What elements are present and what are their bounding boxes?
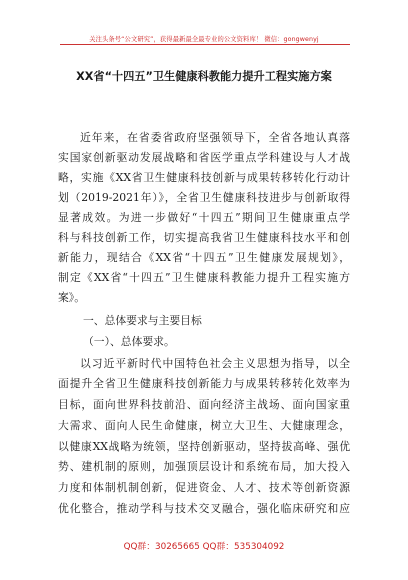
body-line: 制定《XX省“十四五”卫生健康科教能力提升工程实施方 [58,271,350,284]
body-line: 目标，面向世界科技前沿、面向经济主战场、面向国家重 [58,398,350,411]
subsection-heading: （一）、总体要求。 [83,335,175,348]
body-line: 力度和体制机制创新，促进资金、人才、技术等创新资源 [58,481,350,494]
body-line: 势、建机制的原则，加强顶层设计和系统布局，加大投入 [58,460,350,473]
body-line: 优化整合，推动学科与技术交叉融合，强化临床研究和应 [58,502,350,515]
body-line: 实国家创新驱动发展战略和省医学重点学科建设与人才战 [58,151,350,164]
header-banner: 关注头条号“公文研究”，获得最新最全最专业的公文资料库！ 微信：gongwenyj [89,36,319,43]
body-line: 划（2019-2021年）》，全省卫生健康科技进步与创新取得 [58,191,350,204]
body-line: 近年来，在省委省政府坚强领导下，全省各地认真落 [80,131,350,144]
document-title: XX省“十四五”卫生健康科教能力提升工程实施方案 [76,70,332,83]
body-line: 以健康XX战略为统领，坚持创新驱动，坚持拔高峰、强优 [58,440,350,453]
footer-qq-groups: QQ群：30265665 QQ群：535304092 [123,542,285,552]
body-line: 新能力，现结合《XX省“十四五”卫生健康发展规划》， [58,251,350,264]
body-line: 显著成效。为进一步做好“十四五”期间卫生健康重点学 [58,211,350,224]
section-heading: 一、总体要求与主要目标 [83,314,202,327]
body-line: 略，实施《XX省卫生健康科技创新与成果转移转化行动计 [58,171,350,184]
header-divider [60,44,350,45]
body-line: 大需求、面向人民生命健康，树立大卫生、大健康理念， [58,419,350,432]
body-line: 面提升全省卫生健康科技创新能力与成果转移转化效率为 [58,377,350,390]
body-line: 以习近平新时代中国特色社会主义思想为指导，以全 [80,357,350,370]
body-line: 案》。 [58,291,85,304]
body-line: 科与科技创新工作，切实提高我省卫生健康科技水平和创 [58,231,350,244]
